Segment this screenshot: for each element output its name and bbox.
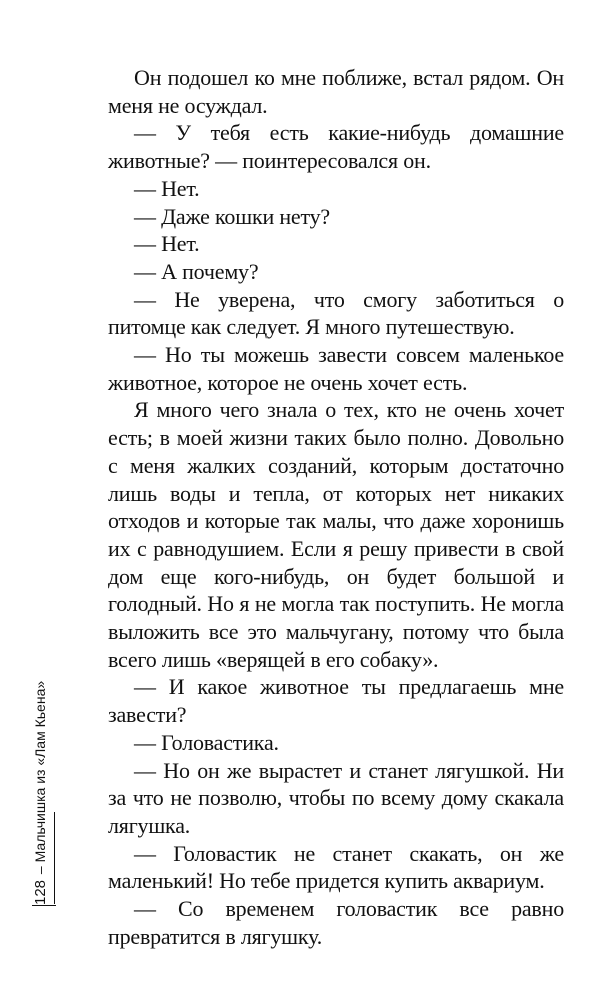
body-text: [108, 64, 564, 951]
page-number: 128: [32, 879, 49, 905]
paragraph-7: — Не уверена, что смогу заботиться о питомце как следует. Я много путешествую.: [108, 286, 564, 340]
paragraph-5: — Нет.: [134, 231, 200, 257]
paragraph-8: — Но ты можешь завести совсем маленькое животное, которое не очень хочет есть.: [108, 342, 564, 395]
paragraph-14: — Со временем головастик все равно превратится в лягушку.: [108, 896, 564, 949]
running-header-rule: [54, 812, 55, 904]
paragraph-4: — Даже кошки нету?: [134, 203, 330, 229]
running-header: [32, 681, 49, 905]
running-header-separator: –: [32, 862, 48, 878]
paragraph-1: Он подошел ко мне поближе, встал рядом. Он меня не осуждал.: [108, 65, 564, 118]
paragraph-11: — Головастика.: [134, 729, 279, 755]
paragraph-6: — А почему?: [134, 258, 259, 284]
paragraph-12: — Но он же вырастет и станет лягушкой. Ни за что не позволю, чтобы по всему дому скакала лягушка.: [108, 757, 564, 838]
paragraph-10: — И какое животное ты предлагаешь мне завести?: [108, 674, 564, 728]
paragraph-2: — У тебя есть какие-нибудь домашние животные? — поинтересовался он.: [108, 120, 564, 174]
paragraph-13: — Головастик не станет скакать, он же маленький! Но тебе придется купить аквариум.: [108, 840, 564, 894]
running-header-base-rule: [32, 905, 56, 906]
paragraph-3: — Нет.: [134, 175, 200, 201]
book-title: Мальчишка из «Лам Кьена»: [32, 680, 48, 863]
paragraph-9: Я много чего знала о тех, кто не очень хочет есть; в моей жизни таких было полно. Довольно с меня жалких созданий, которым достаточно лишь воды и тепла, от которых нет никаких отходов и которые так малы, что даже хоронишь их с равнодушием. Если я решу привести в свой дом еще кого-нибудь, он будет большой и голодный. Но я не могла так поступить. Не могла выложить все это мальчугану, потому что была всего лишь «верящей в его собаку».: [108, 397, 564, 672]
